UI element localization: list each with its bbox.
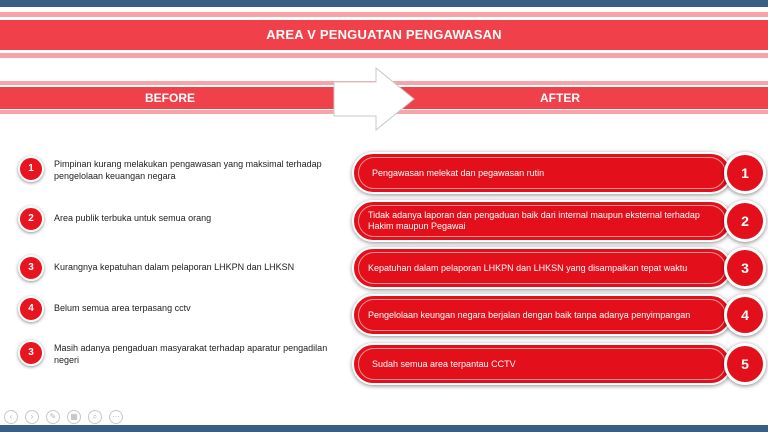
- after-item-pill: [352, 152, 732, 194]
- after-number-badge: 4: [724, 294, 766, 336]
- before-number-badge: 3: [18, 255, 44, 281]
- title-stripe-bottom: [0, 53, 768, 58]
- title-band: [0, 12, 768, 58]
- before-item-text: Area publik terbuka untuk semua orang: [54, 213, 212, 223]
- after-number-badge: 5: [724, 343, 766, 385]
- after-item-text: Pengelolaan keungan negara berjalan dengan baik tanpa adanya penyimpangan: [368, 309, 691, 320]
- slide-title: AREA V PENGUATAN PENGAWASAN: [266, 27, 502, 42]
- player-controls: [4, 410, 123, 424]
- after-item-text: Tidak adanya laporan dan pengaduan baik dari internal maupun eksternal terhadap Hakim maupun Pegawai: [368, 210, 700, 231]
- after-item-pill: [352, 343, 732, 385]
- before-number-badge: 2: [18, 206, 44, 232]
- after-number-badge: 1: [724, 152, 766, 194]
- before-item-text: Belum semua area terpasang cctv: [54, 303, 191, 313]
- zoom-icon[interactable]: ⌕: [88, 410, 102, 424]
- after-item-pill: [352, 200, 732, 242]
- before-item-text: Masih adanya pengaduan masyarakat terhadap aparatur pengadilan negeri: [54, 343, 328, 365]
- next-icon[interactable]: ›: [25, 410, 39, 424]
- after-item-1: [352, 152, 768, 194]
- more-icon[interactable]: ⋯: [109, 410, 123, 424]
- previous-icon[interactable]: ‹: [4, 410, 18, 424]
- before-item-text: Kurangnya kepatuhan dalam pelaporan LHKPN dan LHKSN: [54, 262, 295, 272]
- before-item-text: Pimpinan kurang melakukan pengawasan yang maksimal terhadap pengelolaan keuangan negara: [54, 159, 322, 181]
- before-label: BEFORE: [144, 91, 195, 105]
- after-item-4: [352, 294, 768, 336]
- after-number-badge: 3: [724, 247, 766, 289]
- before-number-badge: 3: [18, 340, 44, 366]
- after-item-pill: [352, 294, 732, 336]
- slides-icon[interactable]: ▦: [67, 410, 81, 424]
- top-frame-bar: [0, 0, 768, 7]
- after-item-5: [352, 343, 768, 385]
- after-item-text: Kepatuhan dalam pelaporan LHKPN dan LHKSN yang disampaikan tepat waktu: [368, 262, 688, 273]
- bottom-frame-bar: [0, 425, 768, 432]
- after-label: AFTER: [540, 91, 580, 105]
- after-item-pill: [352, 247, 732, 289]
- right-arrow-icon: [332, 66, 416, 132]
- after-item-2: [352, 200, 768, 242]
- after-number-badge: 2: [724, 200, 766, 242]
- before-number-badge: 1: [18, 156, 44, 182]
- after-item-text: Sudah semua area terpantau CCTV: [372, 358, 516, 369]
- after-item-text: Pengawasan melekat dan pegawasan rutin: [372, 167, 545, 178]
- pen-icon[interactable]: ✎: [46, 410, 60, 424]
- before-number-badge: 4: [18, 296, 44, 322]
- title-stripe-top: [0, 12, 768, 17]
- after-item-3: [352, 247, 768, 289]
